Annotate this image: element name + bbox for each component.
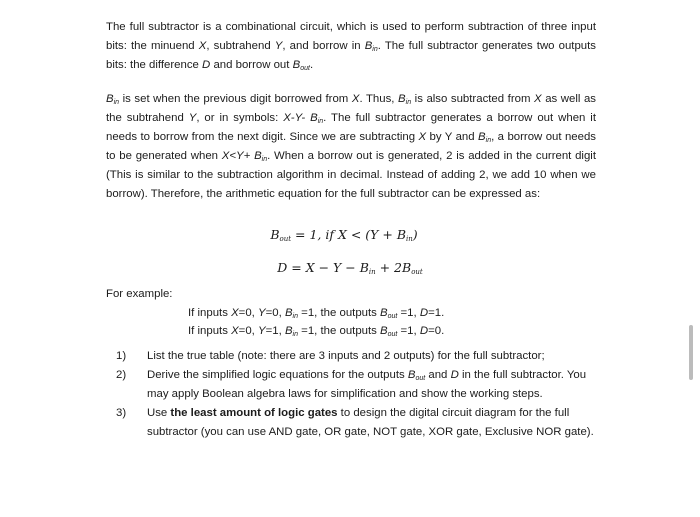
var-bin: $B_{in}$ — [106, 93, 120, 106]
var-x: X — [534, 93, 542, 105]
var-bin: $B_{in}$ — [398, 93, 412, 106]
text: , or in symbols: — [196, 112, 284, 124]
text: . The full subtractor generates two outputs bits: the difference — [106, 40, 596, 71]
scrollbar-thumb[interactable] — [689, 325, 693, 380]
var-bin: $B_{in}$ — [478, 131, 492, 144]
example-label: For example: — [106, 288, 173, 300]
text: , subtrahend — [206, 40, 275, 52]
var-d: D — [202, 59, 211, 71]
question-number: 2) — [116, 369, 127, 381]
text: and borrow out — [210, 59, 293, 71]
emphasis-text: the least amount of logic gates — [170, 407, 338, 419]
question-number: 3) — [116, 407, 127, 419]
text: , a borrow out needs to be generated when — [106, 131, 596, 162]
example-line-1: If inputs X=0, Y=0, $B_{in} =1$, the outputs $B_{out} =1$, D=1. — [188, 307, 445, 320]
question-number: 1) — [116, 350, 127, 362]
question-3: 3) Use the least amount of logic gates to design the digital circuit diagram for the full subtractor (you can use AND gate, OR gate, NOT gate, XOR gate, Exclusive NOR gate). — [116, 404, 596, 442]
question-1 — [116, 347, 596, 366]
text: . — [309, 59, 314, 71]
text: as well as the subtrahend — [106, 93, 596, 124]
equation-d: $D = X - Y - B_{in} + 2B_{out}$ — [277, 260, 423, 276]
text: , and borrow in — [282, 40, 365, 52]
var-x: X — [198, 40, 207, 52]
text: by Y and — [426, 131, 479, 143]
text: is set when the previous digit borrowed from — [119, 93, 352, 105]
text: . When a borrow out is generated, 2 is added in the current digit (This is similar to the subtraction algorithm in decimal. Instead of adding 2, we add 10 when we borrow). Therefore, the arithmetic equation for the full subtractor can be expressed as: — [106, 150, 596, 200]
intro-paragraph — [106, 18, 596, 75]
text: . Thus, — [359, 93, 399, 105]
var-x: X — [351, 93, 360, 105]
var-y: Y — [274, 40, 283, 52]
question-2: 2) Derive the simplified logic equations for the outputs $B_{out}$ and D in the full subtractor. You may apply Boolean algebra laws for simplification and show the working steps. — [116, 366, 596, 404]
equation-bout: $B_{out} = 1$, if $X < (Y + B_{in})$ — [270, 227, 418, 243]
text: The full subtractor is a combinational circuit, which is used to perform subtraction of three input bits: the minuend — [106, 21, 596, 52]
text: . The full subtractor generates a borrow out when it needs to borrow from the next digit. Since we are subtracting — [106, 112, 596, 143]
condition-expr: $X<Y+ B_{in}$ — [221, 150, 268, 163]
question-text: List the true table (note: there are 3 inputs and 2 outputs) for the full subtractor; — [147, 350, 545, 362]
var-bout: $B_{out}$ — [292, 59, 310, 72]
var-y: Y — [188, 112, 197, 124]
var-bin: $B_{in}$ — [364, 40, 378, 53]
symbolic-expr: X-Y- $B_{in}$ — [283, 112, 324, 125]
text: is also subtracted from — [411, 93, 535, 105]
var-x: X — [418, 131, 427, 143]
question-list — [116, 347, 596, 442]
example-line-2: If inputs X=0, Y=1, $B_{in} =1$, the outputs $B_{out} =1$, D=0. — [188, 325, 445, 338]
borrow-paragraph — [106, 90, 596, 204]
